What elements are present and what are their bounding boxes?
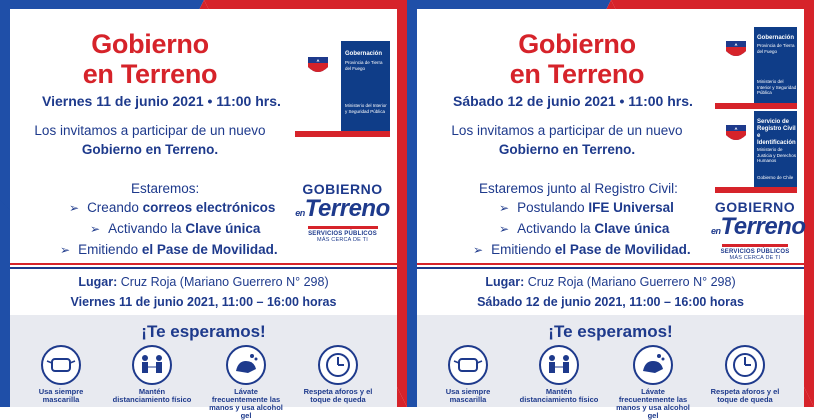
measure-handwash: Lávate frecuentemente las manos y usa alcohol gel (206, 345, 286, 420)
location-date: Sábado 12 de junio 2021, 11:00 – 16:00 horas (477, 295, 744, 309)
measure-handwash: Lávate frecuentemente las manos y usa alcohol gel (613, 345, 693, 420)
logo-bottom-title: Ministerio del Interior y Seguridad Pública (345, 103, 387, 114)
invite-text: Los invitamos a participar de un nuevo Gobierno en Terreno. (34, 123, 266, 157)
handwash-icon (226, 345, 266, 385)
measure-distance: Mantén distanciamiento físico (519, 345, 599, 404)
handwash-icon (633, 345, 673, 385)
measure-mask: Usa siempre mascarilla (428, 345, 508, 404)
poster-card (417, 9, 806, 420)
logo-top-sub: Provincia de Tierra del Fuego (757, 43, 795, 54)
bullet-item: ➢ Emitiendo el Pase de Movilidad. (473, 242, 691, 257)
poster-saturday (407, 0, 814, 420)
measure-curfew: Respeta aforos y el toque de queda (298, 345, 378, 404)
bullet-item: ➢ Activando la Clave única (90, 221, 261, 236)
divider-blue (10, 267, 397, 269)
logo-top-sub: Provincia de Tierra del Fuego (345, 60, 383, 71)
coat-of-arms-icon (721, 37, 751, 63)
estaremos-label: Estaremos: (131, 181, 200, 196)
gobernacion-logo (295, 41, 390, 137)
poster-title: Gobierno en Terreno (509, 29, 645, 89)
logo-top-title: Gobernación (345, 51, 383, 57)
location-date: Viernes 11 de junio 2021, 11:00 – 16:00 horas (70, 295, 337, 309)
gobernacion-logo (715, 27, 797, 109)
bullet-item: ➢ Activando la Clave única (499, 221, 670, 236)
estaremos-label: Estaremos junto al Registro Civil: (479, 181, 678, 196)
measure-mask: Usa siempre mascarilla (21, 345, 101, 404)
logo-top-title: Gobernación (757, 35, 795, 41)
bullet-item: ➢ Postulando IFE Universal (499, 200, 674, 215)
logo2-title: Servicio de Registro Civil e Identificación (757, 119, 796, 146)
esperamos-heading: ¡Te esperamos! (548, 322, 673, 341)
bullet-item: ➢ Creando correos electrónicos (69, 200, 276, 215)
logo2-sub: Ministerio de Justicia y Derechos Humanos (757, 147, 797, 163)
distance-icon (539, 345, 579, 385)
logo2-bottom: Gobierno de Chile (757, 175, 794, 180)
mask-icon (448, 345, 488, 385)
location-text: Lugar: Cruz Roja (Mariano Guerrero N° 298) (485, 275, 736, 289)
clock-icon (318, 345, 358, 385)
divider-red (10, 263, 397, 265)
divider-red (417, 263, 804, 265)
registro-civil-logo (715, 111, 797, 193)
coat-of-arms-icon (721, 121, 751, 147)
distance-icon (132, 345, 172, 385)
esperamos-heading: ¡Te esperamos! (141, 322, 266, 341)
bullet-item: ➢ Emitiendo el Pase de Movilidad. (60, 242, 278, 257)
gobierno-en-terreno-logo: GOBIERNO enTerreno SERVICIOS PÚBLICOS MÁS CERCA DE TI (711, 199, 806, 261)
poster-card (10, 9, 397, 420)
measure-distance: Mantén distanciamiento físico (112, 345, 192, 404)
logo-bottom-title: Ministerio del Interior y Seguridad Pública (757, 79, 797, 95)
mask-icon (41, 345, 81, 385)
clock-icon (725, 345, 765, 385)
coat-of-arms-icon (303, 53, 333, 79)
invite-text: Los invitamos a participar de un nuevo Gobierno en Terreno. (451, 123, 683, 157)
event-date: Viernes 11 de junio 2021 • 11:00 hrs. (42, 93, 281, 109)
divider-blue (417, 267, 804, 269)
gobierno-en-terreno-logo: GOBIERNO enTerreno SERVICIOS PÚBLICOS MÁS CERCA DE TI (295, 181, 390, 243)
event-date: Sábado 12 de junio 2021 • 11:00 hrs. (453, 93, 693, 109)
measure-curfew: Respeta aforos y el toque de queda (705, 345, 785, 404)
location-text: Lugar: Cruz Roja (Mariano Guerrero N° 298) (78, 275, 329, 289)
poster-title: Gobierno en Terreno (82, 29, 218, 89)
